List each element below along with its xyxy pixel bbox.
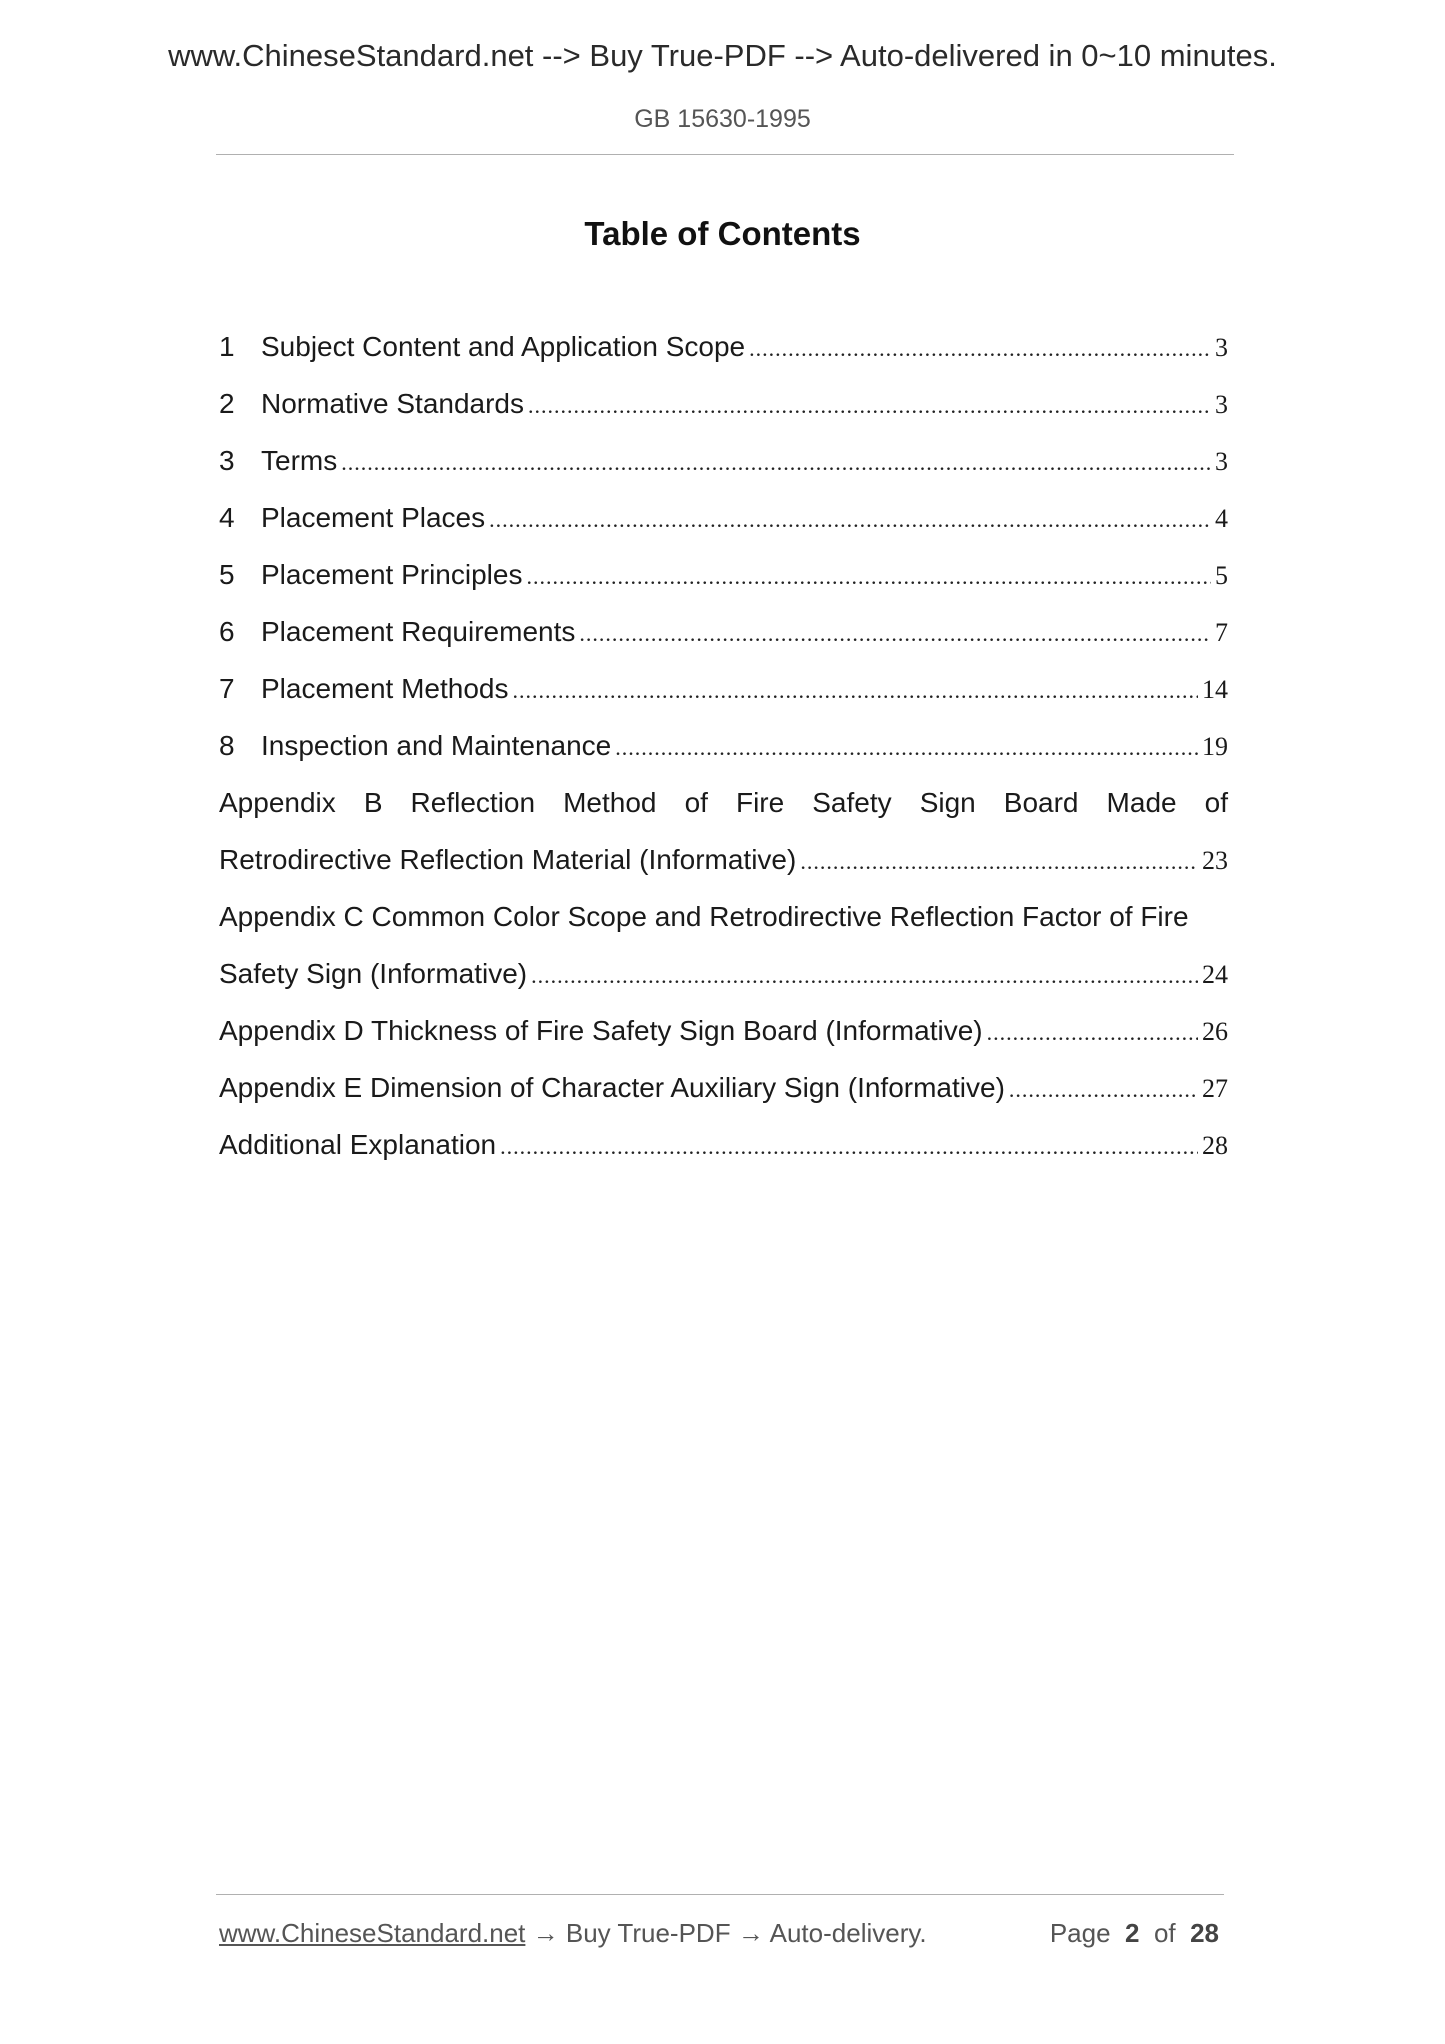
- toc-entry-page: 7: [1215, 618, 1228, 647]
- toc-entry-title: Inspection and Maintenance: [261, 730, 612, 761]
- toc-entry-page: 28: [1202, 1131, 1228, 1160]
- footer-divider: [216, 1894, 1224, 1895]
- toc-entry-number: 6: [219, 616, 235, 647]
- toc-appendix-e[interactable]: [219, 1059, 1228, 1116]
- toc-entry-title: Normative Standards: [261, 388, 525, 419]
- toc-entry-6[interactable]: [219, 603, 1228, 660]
- toc-entry-page: 26: [1202, 1017, 1228, 1046]
- toc-leader-dots: [987, 1004, 1198, 1061]
- header-divider: [216, 154, 1234, 155]
- footer-delivery-text: Auto-delivery.: [769, 1918, 927, 1948]
- toc-word: Board: [1003, 787, 1079, 818]
- page-footer: [219, 1918, 1219, 1949]
- toc-entry-page: 4: [1215, 504, 1228, 533]
- toc-entry-title: Placement Places: [261, 502, 486, 533]
- toc-leader-dots: [531, 947, 1198, 1004]
- toc-leader-dots: [1009, 1061, 1198, 1118]
- toc-entry-title: Placement Methods: [261, 673, 509, 704]
- toc-entry-2[interactable]: [219, 375, 1228, 432]
- toc-entry-title: Subject Content and Application Scope: [261, 331, 746, 362]
- toc-entry-title: Retrodirective Reflection Material (Informative): [219, 844, 797, 875]
- toc-appendix-c-line1[interactable]: [219, 888, 1228, 945]
- toc-entry-title: Placement Requirements: [261, 616, 576, 647]
- toc-word: Appendix: [219, 787, 336, 818]
- toc-entry-number: 4: [219, 502, 235, 533]
- toc-entry-number: 7: [219, 673, 235, 704]
- page-label: Page: [1049, 1918, 1111, 1948]
- toc-entry-page: 19: [1202, 732, 1228, 761]
- toc-leader-dots: [528, 377, 1211, 434]
- toc-appendix-c-line2[interactable]: [219, 945, 1228, 1002]
- toc-entry-number: 2: [219, 388, 235, 419]
- toc-word: B: [363, 787, 383, 818]
- toc-entry-page: 5: [1215, 561, 1228, 590]
- toc-entry-title: Appendix E Dimension of Character Auxiliary Sign (Informative): [219, 1072, 1005, 1103]
- toc-entry-5[interactable]: [219, 546, 1228, 603]
- toc-word: of: [684, 787, 708, 818]
- toc-appendix-b-line1[interactable]: [219, 774, 1228, 831]
- standard-code: GB 15630-1995: [634, 105, 811, 133]
- toc-leader-dots: [800, 833, 1198, 890]
- toc-entry-title: Appendix D Thickness of Fire Safety Sign Board (Informative): [219, 1015, 983, 1046]
- toc-word: Reflection: [410, 787, 536, 818]
- footer-buy-text: Buy True-PDF: [565, 1918, 731, 1948]
- toc-title: Table of Contents: [584, 215, 861, 252]
- toc-leader-dots: [526, 548, 1211, 605]
- toc-entry-7[interactable]: [219, 660, 1228, 717]
- toc-entry-8[interactable]: [219, 717, 1228, 774]
- toc-entry-4[interactable]: [219, 489, 1228, 546]
- toc-entry-page: 14: [1202, 675, 1228, 704]
- toc-entry-page: 3: [1215, 447, 1228, 476]
- page-total: 28: [1190, 1918, 1219, 1948]
- arrow-right-icon: →: [532, 1918, 559, 1948]
- toc-entry-title: Terms: [261, 445, 338, 476]
- toc-appendix-d[interactable]: [219, 1002, 1228, 1059]
- toc-leader-dots: [512, 662, 1198, 719]
- toc-leader-dots: [341, 434, 1211, 491]
- arrow-right-icon: →: [737, 1918, 764, 1948]
- toc-additional-explanation[interactable]: [219, 1116, 1228, 1173]
- toc-leader-dots: [615, 719, 1198, 776]
- toc-word: Fire: [735, 787, 785, 818]
- toc-entry-page: 27: [1202, 1074, 1228, 1103]
- toc-word: Safety: [812, 787, 892, 818]
- page-current: 2: [1125, 1918, 1140, 1948]
- page-number: [1050, 1918, 1219, 1949]
- toc-entry-number: 1: [219, 331, 235, 362]
- footer-website-link[interactable]: www.ChineseStandard.net: [219, 1918, 526, 1948]
- toc-entry-page: 23: [1202, 846, 1228, 875]
- toc-leader-dots: [579, 605, 1211, 662]
- toc-leader-dots: [500, 1118, 1198, 1175]
- toc-entry-page: 3: [1215, 390, 1228, 419]
- toc-appendix-b-line2[interactable]: [219, 831, 1228, 888]
- toc-entry-number: 5: [219, 559, 235, 590]
- toc-entry-number: 8: [219, 730, 235, 761]
- toc-entry-title: Safety Sign (Informative): [219, 958, 528, 989]
- top-banner: www.ChineseStandard.net --> Buy True-PDF --> Auto-delivered in 0~10 minutes.: [168, 38, 1277, 73]
- toc-entry-title: Appendix C Common Color Scope and Retrodirective Reflection Factor of Fire: [219, 901, 1189, 932]
- toc-entry-page: 24: [1202, 960, 1228, 989]
- toc-entry-title: Placement Principles: [261, 559, 523, 590]
- toc-word: of: [1204, 787, 1228, 818]
- toc-word: Method: [563, 787, 657, 818]
- toc-word: Made: [1106, 787, 1177, 818]
- table-of-contents: [219, 318, 1228, 1173]
- toc-leader-dots: [489, 491, 1211, 548]
- toc-entry-1[interactable]: [219, 318, 1228, 375]
- toc-entry-number: 3: [219, 445, 235, 476]
- page-of-label: of: [1153, 1918, 1176, 1948]
- toc-word: Sign: [919, 787, 976, 818]
- toc-entry-page: 3: [1215, 333, 1228, 362]
- toc-leader-dots: [749, 320, 1211, 377]
- toc-entry-title: Additional Explanation: [219, 1129, 497, 1160]
- toc-entry-3[interactable]: [219, 432, 1228, 489]
